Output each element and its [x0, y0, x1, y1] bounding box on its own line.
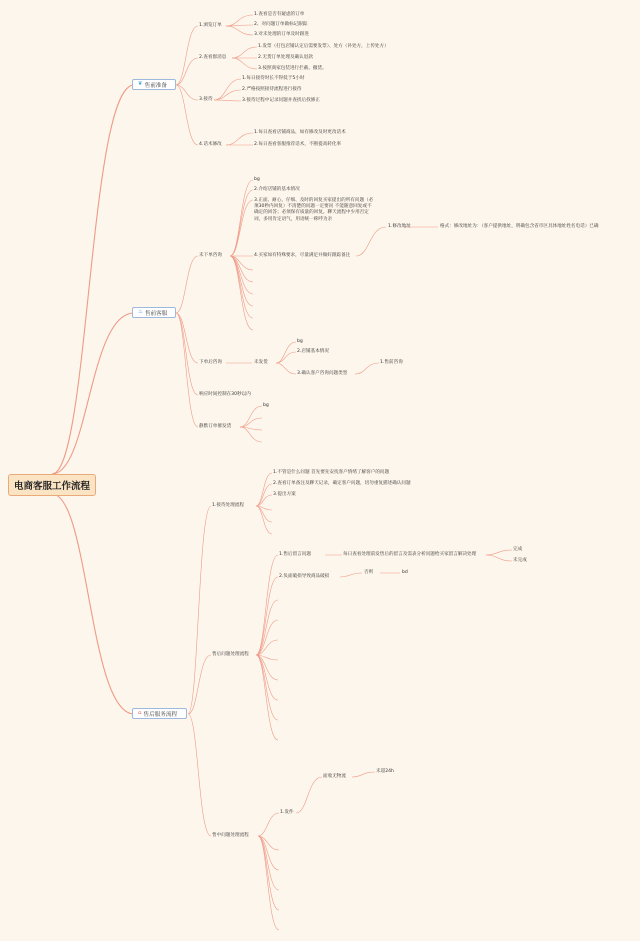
- connector: [296, 777, 322, 813]
- connector: [486, 555, 512, 561]
- connector: [176, 313, 198, 395]
- home-icon: ⌂: [138, 709, 142, 716]
- node-otherwise[interactable]: 否则: [364, 570, 374, 575]
- connector: [52, 313, 134, 474]
- connector: [256, 473, 272, 506]
- node-leaf[interactable]: 2.介绍店铺的基本情况: [254, 187, 300, 192]
- connector: [226, 133, 253, 145]
- node-script-edit[interactable]: 4.话术修改: [199, 142, 222, 147]
- node-bad-review[interactable]: 2.负面破损导致商品破损: [279, 574, 330, 579]
- node-leaf[interactable]: 2.查看订单备注及聊天记录，确定客户问题，切勿重复描述确认问题: [273, 481, 411, 486]
- leaf-icon: ❦: [138, 80, 143, 87]
- connector: [188, 506, 211, 714]
- node-leaf[interactable]: 2.严格按照接待流程进行接待: [242, 87, 302, 92]
- connector: [256, 555, 278, 655]
- node-over-24h[interactable]: 未超24h: [376, 769, 394, 774]
- connector: [226, 15, 253, 26]
- node-leaf[interactable]: bg: [297, 339, 303, 344]
- node-reception-process[interactable]: 1.接待处理流程: [212, 503, 244, 508]
- connector: [258, 836, 279, 870]
- connector: [240, 406, 262, 427]
- topic-label: 售前准备: [144, 82, 167, 89]
- connector: [176, 58, 198, 85]
- connector: [176, 313, 198, 427]
- connector: [258, 813, 279, 836]
- node-leaf[interactable]: bg: [254, 177, 260, 182]
- connector: [256, 577, 278, 655]
- connector: [214, 79, 241, 100]
- node-address-format[interactable]: 格式：修改地址为：（客户提供地址，明确包含省市区具体地址姓名电话）已确: [440, 224, 599, 229]
- node-urge-shipping[interactable]: 静默订单催发货: [199, 424, 232, 429]
- node-undone[interactable]: 未完成: [513, 558, 527, 563]
- connector: [352, 772, 375, 777]
- node-leaf[interactable]: 3.提出方案: [273, 492, 296, 497]
- connector: [214, 90, 241, 100]
- node-browse-orders[interactable]: 1.浏览订单: [199, 23, 222, 28]
- connector: [355, 363, 379, 374]
- topic-presale-prep[interactable]: [132, 79, 176, 90]
- connector: [176, 313, 198, 363]
- connector: [340, 573, 362, 577]
- flame-icon: ♨: [138, 308, 143, 315]
- connector: [230, 256, 253, 318]
- node-not-ordered[interactable]: 未下单咨询: [199, 253, 222, 258]
- connector: [230, 200, 253, 256]
- topic-label: 售后服务流程: [143, 711, 178, 718]
- node-leaf[interactable]: 1.发票（打包店铺认定后需要发票）、处方（补处方，上传处方）: [258, 44, 389, 49]
- node-response-time[interactable]: 响应时间控制在30秒以内: [199, 392, 251, 397]
- node-leaf[interactable]: 1.每日接待时长不得低于5小时: [242, 76, 305, 81]
- connector: [256, 655, 278, 720]
- connector: [486, 550, 512, 555]
- topic-presale-service[interactable]: [132, 307, 176, 318]
- node-leaf[interactable]: 1.查看是否有疑虑的订单: [254, 12, 305, 17]
- node-unpaid[interactable]: 未发货: [254, 360, 268, 365]
- connector: [176, 26, 198, 85]
- node-leaf[interactable]: bg: [263, 403, 269, 408]
- node-presale-inquiry[interactable]: 1.售前咨询: [380, 360, 403, 365]
- connector: [176, 256, 198, 313]
- connector: [52, 494, 134, 714]
- node-reception[interactable]: 3.接待: [199, 97, 213, 102]
- node-message-desc[interactable]: 每日查看处理前发售后的留言及需表分析问题给买家留言解决处理: [343, 552, 477, 557]
- connector: [256, 655, 278, 740]
- connector: [258, 836, 279, 910]
- connector: [258, 836, 279, 930]
- node-leaf[interactable]: 3.按照商家包装进行拦截、撤货。: [258, 66, 327, 71]
- node-aftersale-issues[interactable]: 售后问题处理流程: [212, 652, 249, 657]
- connector: [356, 227, 386, 256]
- connector: [240, 418, 262, 427]
- node-check-messages[interactable]: 2.查看群消息: [199, 55, 227, 60]
- node-leaf[interactable]: 3.对未处理的订单及时跟进: [254, 32, 309, 37]
- connector: [188, 714, 211, 836]
- node-special-request[interactable]: 4.买家如有特殊要求，尽量满足并做好跟踪备注: [254, 253, 351, 258]
- node-leaf[interactable]: 2.无货订单处理及确认退款: [258, 55, 313, 60]
- node-bd[interactable]: bd: [402, 570, 408, 575]
- node-modify-address[interactable]: 1.修改地址: [388, 224, 411, 229]
- connector: [214, 100, 241, 101]
- node-leaf[interactable]: 3.接待过程中记录问题并查找后找修正: [242, 98, 320, 103]
- topic-aftersale[interactable]: [132, 708, 187, 719]
- connector: [52, 85, 134, 474]
- topic-label: 售前客服: [144, 310, 168, 317]
- connector: [276, 352, 296, 363]
- node-leaf[interactable]: 2、对问题订单做标记跟踪: [254, 22, 308, 27]
- node-midsale-issues[interactable]: 售中问题处理流程: [212, 833, 249, 838]
- connector: [226, 26, 253, 35]
- connector: [230, 256, 253, 294]
- connector: [256, 506, 272, 534]
- node-leaf-long[interactable]: 3.正面、耐心、仔细、及时的回复买家提出的所有问题（必须30秒内回复）不清楚的问题一定要问 不能随意回复或不确定的回答；必须保有质量的回复。聊天流程中少用否定词，多用肯定语气，用语统一称呼为亲: [254, 198, 374, 222]
- root-topic[interactable]: 电商客服工作流程: [8, 474, 96, 496]
- node-leaf[interactable]: 3.确认客户咨询问题类型: [297, 371, 348, 376]
- node-ship[interactable]: 1.发件: [280, 810, 294, 815]
- node-leaf[interactable]: 2.店铺基本情况: [297, 349, 329, 354]
- node-ordered[interactable]: 下单后咨询: [199, 360, 222, 365]
- node-no-logistics[interactable]: 面收无物流: [323, 774, 346, 779]
- connector: [232, 58, 257, 69]
- node-leaf[interactable]: 2.每日查看客服推荐话术，不断提高转化率: [254, 142, 342, 147]
- node-leaf[interactable]: 1.不管是什么问题 首先要先安抚客户情绪了解客户的问题: [273, 470, 390, 475]
- node-leaf[interactable]: 1.每日查看店铺商品，如有修改及时更改话术: [254, 130, 346, 135]
- node-done[interactable]: 完成: [513, 547, 523, 552]
- connector: [232, 47, 257, 58]
- connector: [276, 363, 296, 374]
- connector: [240, 427, 262, 442]
- node-message-issue[interactable]: 1.售后留言问题: [279, 552, 311, 557]
